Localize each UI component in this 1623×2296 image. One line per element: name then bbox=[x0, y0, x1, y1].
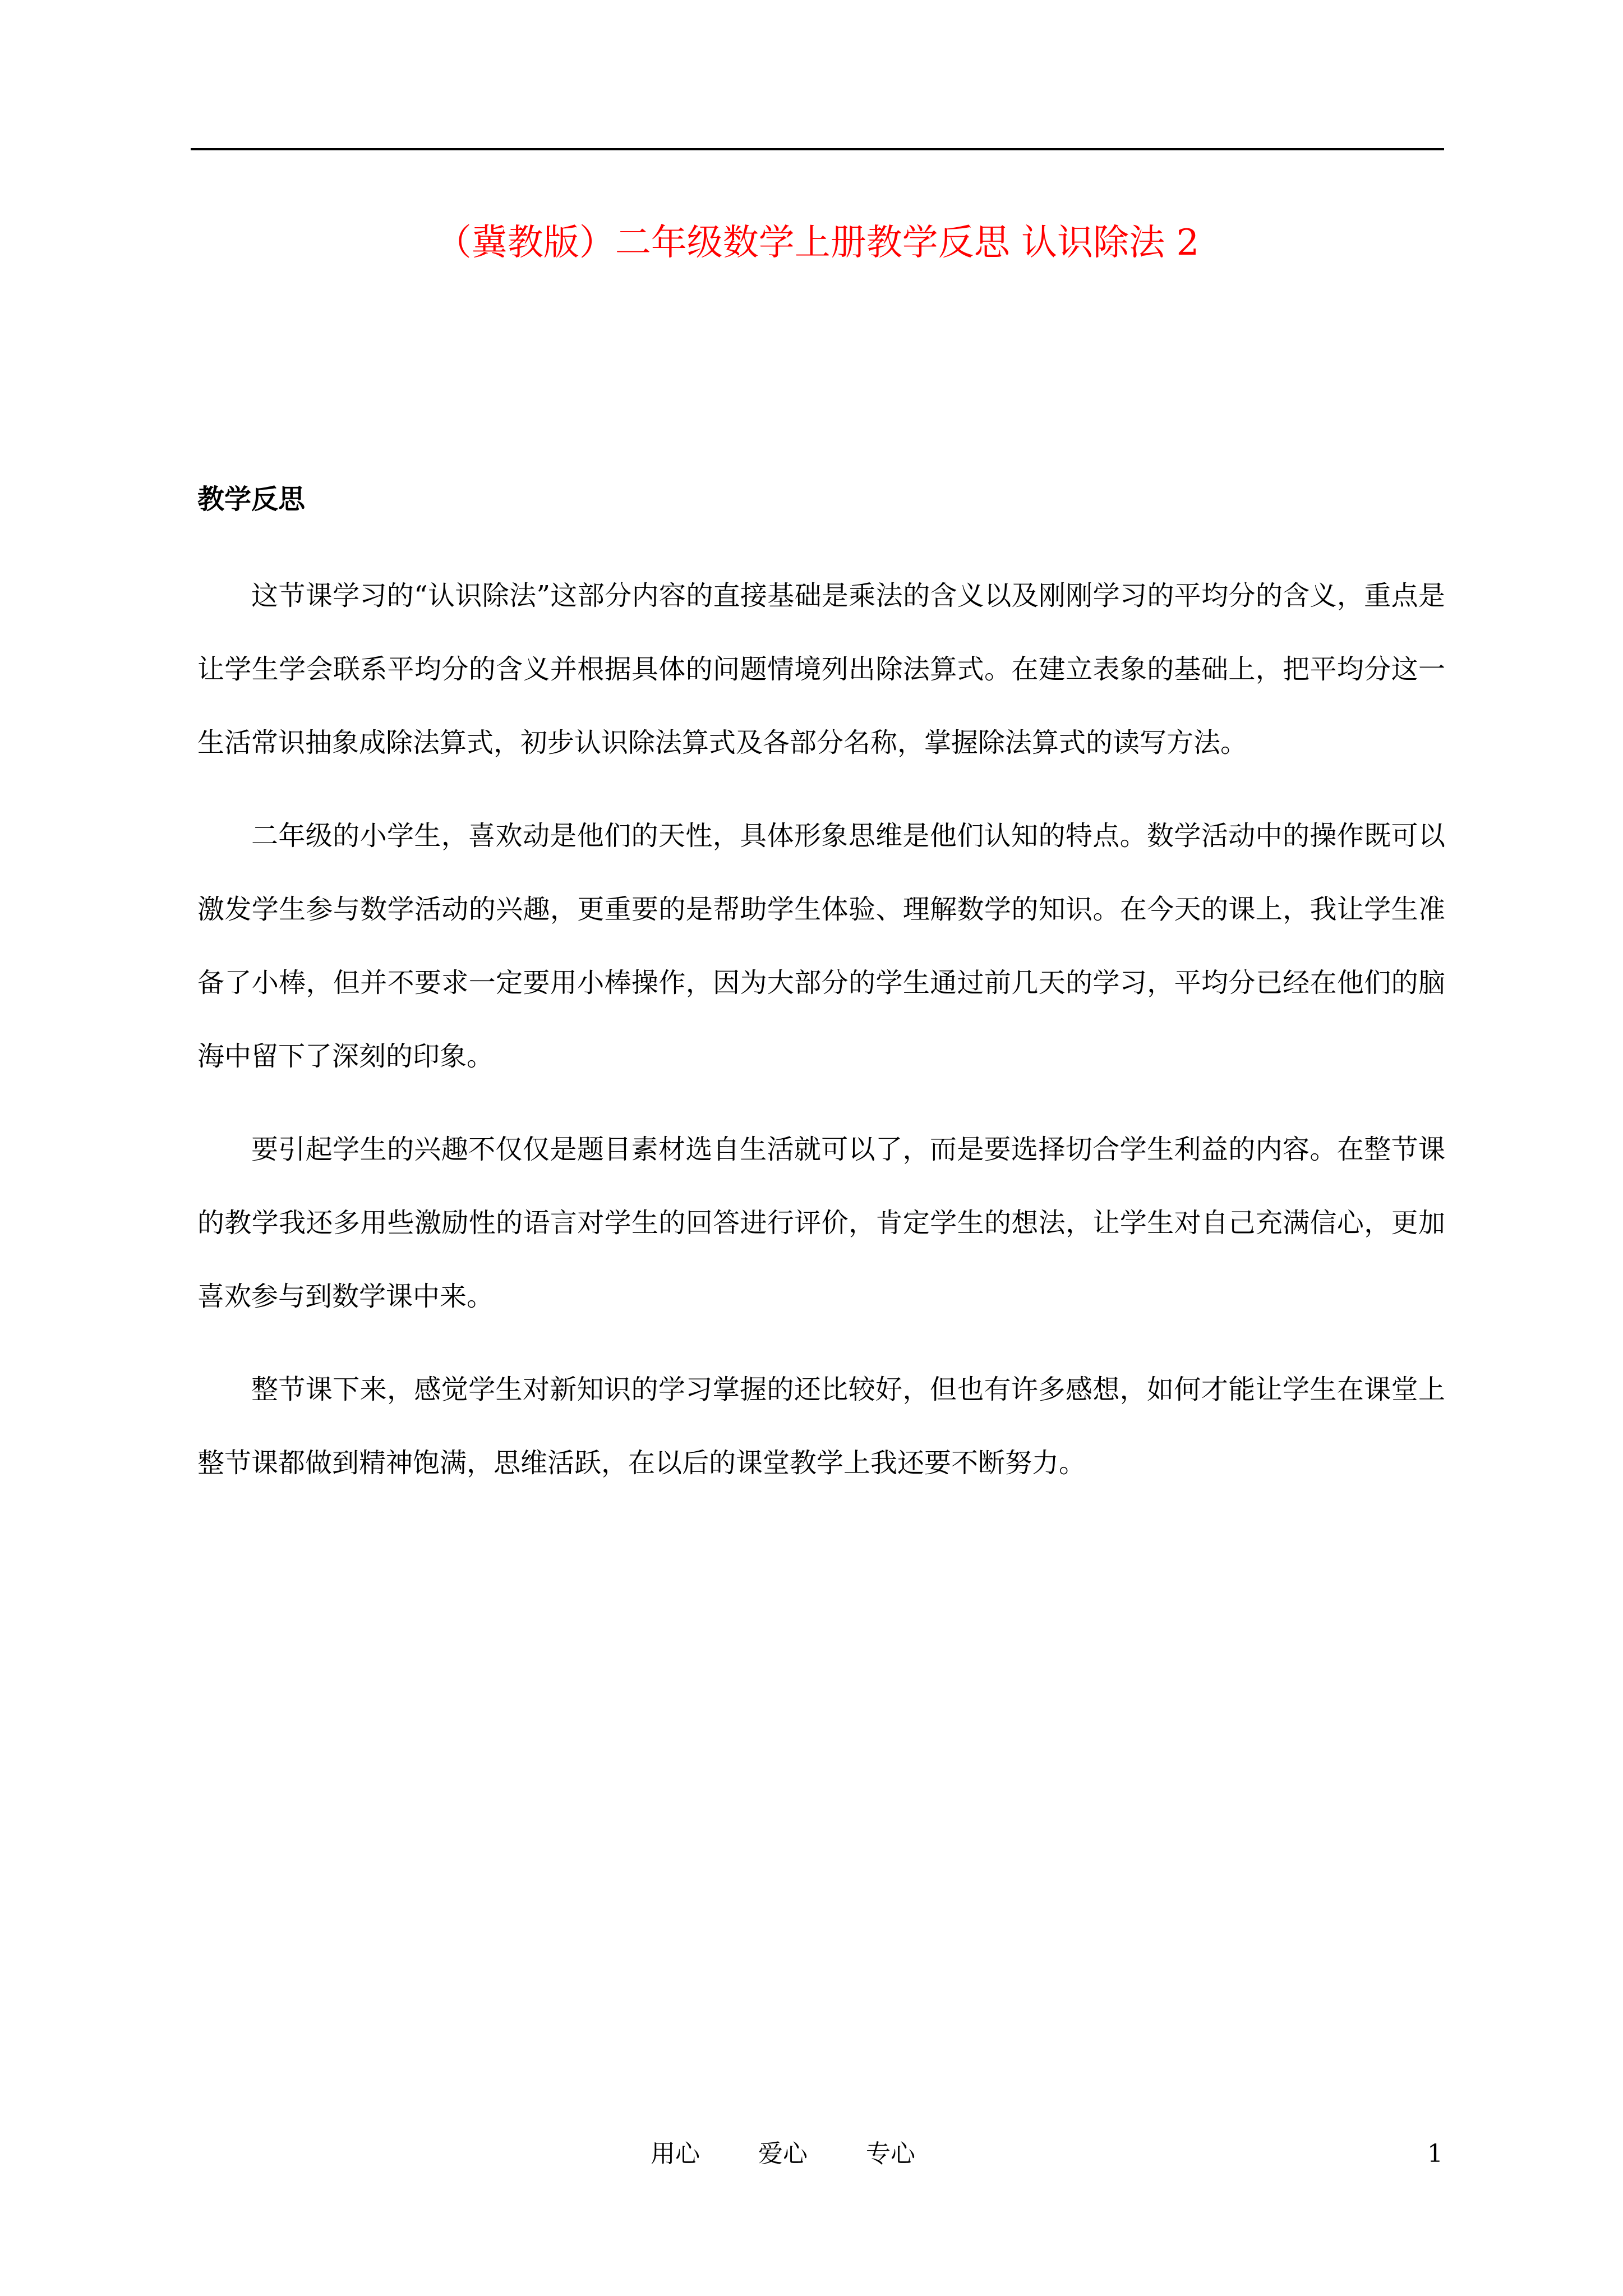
footer-motto: 爱心 bbox=[758, 2139, 808, 2168]
footer-motto: 用心 bbox=[651, 2139, 700, 2168]
paragraph: 这节课学习的“认识除法”这部分内容的直接基础是乘法的含义以及刚刚学习的平均分的含义，重点是让学生学会联系平均分的含义并根据具体的问题情境列出除法算式。在建立表象的基础上，把平均分这一生活常识抽象成除法算式，初步认识除法算式及各部分名称，掌握除法算式的读写方法。 bbox=[197, 580, 1445, 758]
page-number: 1 bbox=[1427, 2139, 1443, 2168]
paragraph: 二年级的小学生，喜欢动是他们的天性，具体形象思维是他们认知的特点。数学活动中的操作既可以激发学生参与数学活动的兴趣，更重要的是帮助学生体验、理解数学的知识。在今天的课上，我让学生准备了小棒，但并不要求一定要用小棒操作，因为大部分的学生通过前几天的学习，平均分已经在他们的脑海中留下了深刻的印象。 bbox=[197, 820, 1445, 1072]
footer-motto: 专心 bbox=[866, 2139, 915, 2168]
document-body bbox=[197, 559, 1445, 1520]
document-title: （冀教版）二年级数学上册教学反思 认识除法 2 bbox=[435, 222, 1200, 264]
section-heading: 教学反思 bbox=[197, 484, 306, 515]
paragraph: 整节课下来，感觉学生对新知识的学习掌握的还比较好，但也有许多感想，如何才能让学生在课堂上整节课都做到精神饱满，思维活跃，在以后的课堂教学上我还要不断努力。 bbox=[197, 1374, 1445, 1479]
page-footer bbox=[651, 2132, 966, 2177]
header-rule bbox=[191, 148, 1444, 150]
paragraph: 要引起学生的兴趣不仅仅是题目素材选自生活就可以了，而是要选择切合学生利益的内容。在整节课的教学我还多用些激励性的语言对学生的回答进行评价，肯定学生的想法，让学生对自己充满信心，更加喜欢参与到数学课中来。 bbox=[197, 1134, 1445, 1312]
